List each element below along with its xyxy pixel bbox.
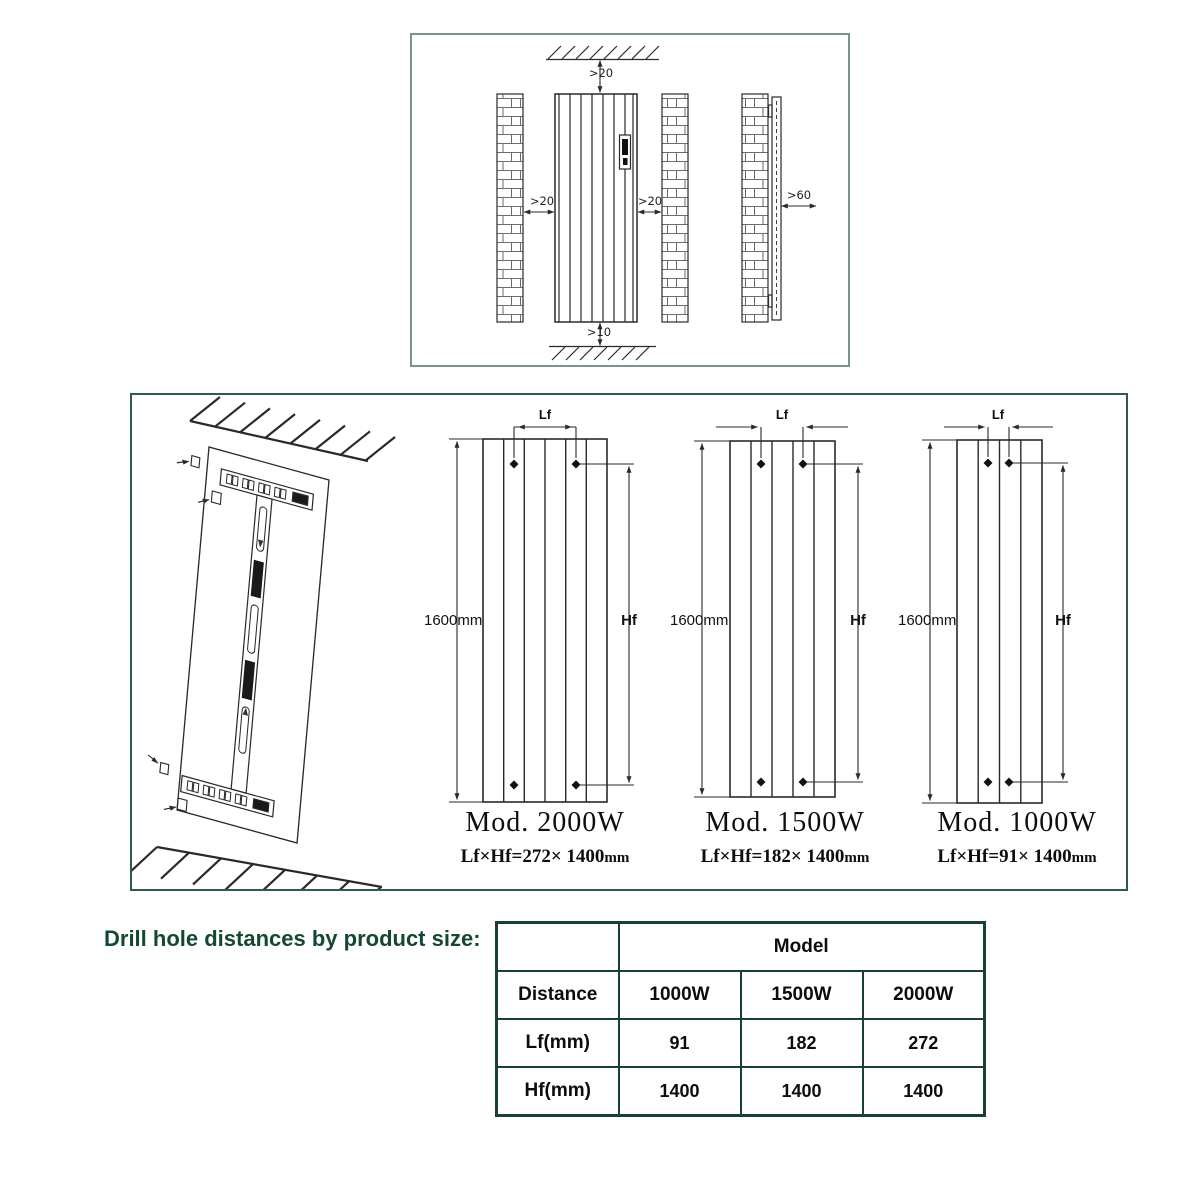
model-name: Mod. 1000W [937, 807, 1097, 838]
model-name: Mod. 2000W [465, 807, 625, 838]
table-col-1500w: 1500W [741, 971, 863, 1019]
brick-wall-left [497, 94, 523, 322]
formula-text: Lf×Hf=272× 1400 [460, 846, 605, 867]
table-cell-lf-1000w: 91 [619, 1019, 741, 1067]
model-height-label: 1600mm [670, 612, 729, 629]
formula-text: Lf×Hf=182× 1400 [700, 846, 845, 867]
model-hf-label: Hf [850, 612, 866, 629]
table-cell-lf-2000w: 272 [863, 1019, 985, 1067]
model-lf-label: Lf [775, 407, 789, 422]
clearance-right-label: >20 [637, 194, 663, 208]
installation-clearance-panel [410, 33, 850, 367]
clearance-top-label: >20 [588, 66, 614, 80]
floor-hatch [552, 347, 649, 360]
model-lf-label: Lf [991, 407, 1005, 422]
table-row [497, 1019, 985, 1067]
drill-table-caption: Drill hole distances by product size: [104, 926, 481, 951]
brick-wall-right [662, 94, 688, 322]
table-distance-header: Distance [497, 971, 619, 1019]
wall-mount-isometric-drawing [132, 397, 395, 889]
table-model-header: Model [619, 923, 985, 972]
formula-unit: mm [604, 850, 630, 866]
clearance-bottom-label: >10 [586, 325, 612, 339]
table-corner-cell [497, 923, 619, 972]
wall-panel-perspective [144, 438, 329, 846]
table-row [497, 1067, 985, 1116]
product-dimensions-panel [130, 393, 1128, 891]
brick-wall-side [742, 94, 768, 322]
table-row [497, 923, 985, 972]
model-hf-label: Hf [621, 612, 637, 629]
model-name: Mod. 1500W [705, 807, 865, 838]
radiator-fins [559, 94, 633, 322]
clearance-wall-label: >60 [786, 188, 812, 202]
control-button [623, 158, 628, 165]
table-row-label-hf: Hf(mm) [497, 1067, 619, 1116]
model-size-formula [420, 846, 670, 868]
table-cell-hf-1000w: 1400 [619, 1067, 741, 1116]
model-caption-2000w [420, 807, 670, 868]
model-height-label: 1600mm [424, 612, 483, 629]
formula-unit: mm [1071, 850, 1097, 866]
table-col-1000w: 1000W [619, 971, 741, 1019]
model-height-label: 1600mm [898, 612, 957, 629]
table-cell-hf-2000w: 1400 [863, 1067, 985, 1116]
model-caption-1000w [892, 807, 1142, 868]
model-size-formula [660, 846, 910, 868]
table-cell-hf-1500w: 1400 [741, 1067, 863, 1116]
table-row-label-lf: Lf(mm) [497, 1019, 619, 1067]
control-display [622, 139, 628, 155]
formula-text: Lf×Hf=91× 1400 [937, 846, 1072, 867]
mount-clip-bottom [769, 295, 773, 307]
drill-table [495, 921, 986, 1117]
model-lf-label: Lf [538, 407, 552, 422]
model-caption-1500w [660, 807, 910, 868]
table-cell-lf-1500w: 182 [741, 1019, 863, 1067]
mount-clip-top [769, 105, 773, 117]
clearance-drawing [412, 35, 848, 365]
formula-unit: mm [844, 850, 870, 866]
clearance-left-label: >20 [529, 194, 555, 208]
table-row [497, 971, 985, 1019]
table-col-2000w: 2000W [863, 971, 985, 1019]
ceiling-hatch [548, 46, 659, 59]
model-hf-label: Hf [1055, 612, 1071, 629]
model-size-formula [892, 846, 1142, 868]
